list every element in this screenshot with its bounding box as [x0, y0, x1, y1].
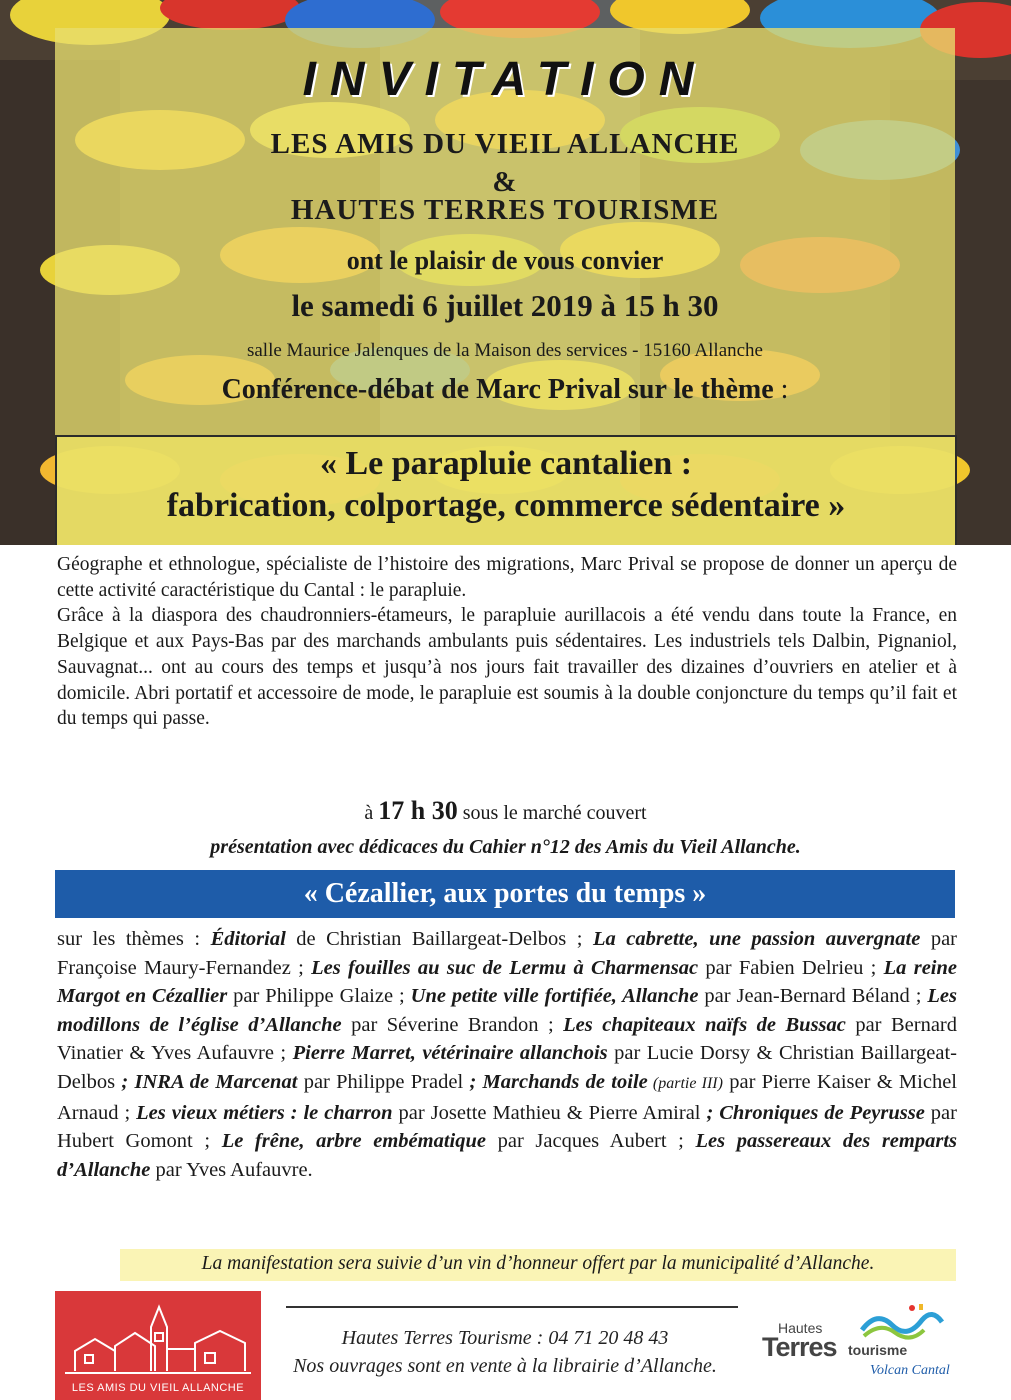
theme-author: par Pierre Kaiser & Michel Arnaud ;	[57, 1070, 958, 1124]
themes-intro: sur les thèmes :	[57, 928, 211, 950]
amis-du-vieil-allanche-logo	[55, 1291, 261, 1400]
book-title-banner	[55, 870, 955, 918]
conference-colon: :	[773, 374, 789, 405]
at-prefix: à	[364, 802, 374, 824]
second-event-time	[0, 796, 1011, 826]
theme-title: ; Marchands de toile	[469, 1070, 648, 1093]
logo-word-terres: Terres	[762, 1332, 837, 1362]
organizer-name-1: LES AMIS DU VIEIL ALLANCHE	[270, 128, 740, 160]
theme-title: Le frêne, arbre embématique	[221, 1130, 486, 1153]
organizer-name-2: HAUTES TERRES TOURISME	[290, 194, 720, 226]
book-title: « Cézallier, aux portes du temps »	[303, 878, 707, 909]
theme-title: Les vieux métiers : le charron	[136, 1101, 393, 1124]
theme-title: Éditorial	[210, 928, 286, 950]
logo-word-hautes: Hautes	[778, 1320, 823, 1336]
theme-title: ; Chroniques de Peyrusse	[706, 1101, 925, 1124]
theme-title: Les fouilles au suc de Lermu à Charmensac	[311, 956, 699, 979]
at-time: 17 h 30	[378, 796, 458, 825]
theme-author: de Christian Baillargeat-Delbos ;	[285, 928, 593, 950]
description-text-1: Géographe et ethnologue, spécialiste de l’histoire des migrations, Marc Prival se propose de donner un aperçu de cette activité caractéristique du Cantal : le parapluie.	[57, 554, 957, 601]
event-venue: salle Maurice Jalenques de la Maison des services - 15160 Allanche	[246, 340, 763, 361]
contact-bookshop: Nos ouvrages sont en vente à la librairie d’Allanche.	[293, 1355, 717, 1377]
at-suffix: sous le marché couvert	[462, 802, 647, 824]
conference-heading	[55, 374, 955, 406]
presentation-line: présentation avec dédicaces du Cahier n°12 des Amis du Vieil Allanche.	[210, 836, 801, 858]
event-date: le samedi 6 juillet 2019 à 15 h 30	[291, 288, 719, 323]
church-village-icon	[55, 1291, 261, 1381]
theme-author: par Séverine Brandon ;	[341, 1013, 564, 1036]
contact-phone: Hautes Terres Tourisme : 04 71 20 48 43	[341, 1327, 669, 1349]
contact-divider	[286, 1306, 738, 1308]
description-paragraph	[57, 552, 957, 732]
theme-title: Les passereaux des remparts d’Allanche	[57, 1130, 957, 1181]
theme-title: Une petite ville fortifiée, Allanche	[410, 985, 699, 1008]
theme-author: par Philippe Glaize ;	[227, 985, 411, 1008]
theme-title: Pierre Marret, vétérinaire allanchois	[292, 1042, 608, 1065]
logo-caption: LES AMIS DU VIEIL ALLANCHE	[71, 1382, 245, 1394]
themes-list	[57, 925, 957, 1184]
invite-line: ont le plaisir de vous convier	[346, 246, 664, 275]
theme-title: Les modillons de l’église d’Allanche	[57, 985, 958, 1036]
theme-author: par Jacques Aubert ;	[485, 1130, 696, 1153]
theme-title: La cabrette, une passion auvergnate	[593, 928, 921, 950]
reception-note	[120, 1249, 956, 1281]
theme-author: par Josette Mathieu & Pierre Amiral	[392, 1101, 707, 1124]
theme-author: par Bernard Vinatier & Yves Aufauvre ;	[57, 1013, 957, 1065]
theme-title: ; INRA de Marcenat	[121, 1070, 298, 1093]
theme-line-1: « Le parapluie cantalien :	[319, 445, 693, 482]
invitation-title: INVITATION	[302, 53, 708, 106]
theme-author: par Yves Aufauvre.	[150, 1158, 313, 1181]
conference-text: Conférence-débat de Marc Prival sur le thème	[221, 374, 774, 405]
theme-author: par Lucie Dorsy & Christian Baillargeat-Delbos	[57, 1042, 958, 1093]
theme-author: par Philippe Pradel	[297, 1070, 470, 1093]
description-text-2: Grâce à la diaspora des chaudronniers-étameurs, le parapluie aurillacois a été vendu dans toute la France, en Belgique et aux Pays-Bas par des marchands ambulants puis sédentaires. Les industriels tels Dalbin, Pignaniol, Sauvagnat... ont au cours des temps et jusqu’à nos jours fait travailler des dizaines d’ouvriers en atelier et à domicile. Abri portatif et accessoire de mode, le parapluie est soumis à la double conjoncture du temps qu’il fait et du temps qui passe.	[57, 605, 957, 730]
theme-line-2: fabrication, colportage, commerce sédentaire »	[166, 487, 846, 524]
theme-author: par Hubert Gomont ;	[57, 1101, 957, 1153]
reception-note-text: La manifestation sera suivie d’un vin d’honneur offert par la municipalité d’Allanche.	[201, 1253, 875, 1274]
header-photo	[0, 0, 1011, 545]
theme-title: Les chapiteaux naïfs de Bussac	[563, 1013, 846, 1036]
logo-word-tourisme: tourisme	[848, 1342, 908, 1358]
logo-tagline: Volcan Cantal	[870, 1363, 950, 1378]
organizer-ampersand: &	[492, 166, 518, 198]
theme-part-note: (partie III)	[647, 1074, 723, 1092]
theme-title: La reine Margot en Cézallier	[57, 956, 957, 1008]
theme-author: par Jean-Bernard Béland ;	[698, 985, 928, 1008]
theme-author: par Françoise Maury-Fernandez ;	[57, 928, 957, 979]
conference-theme-box	[55, 435, 957, 545]
hautes-terres-tourisme-logo	[752, 1300, 972, 1400]
theme-author: par Fabien Delrieu ;	[698, 956, 884, 979]
